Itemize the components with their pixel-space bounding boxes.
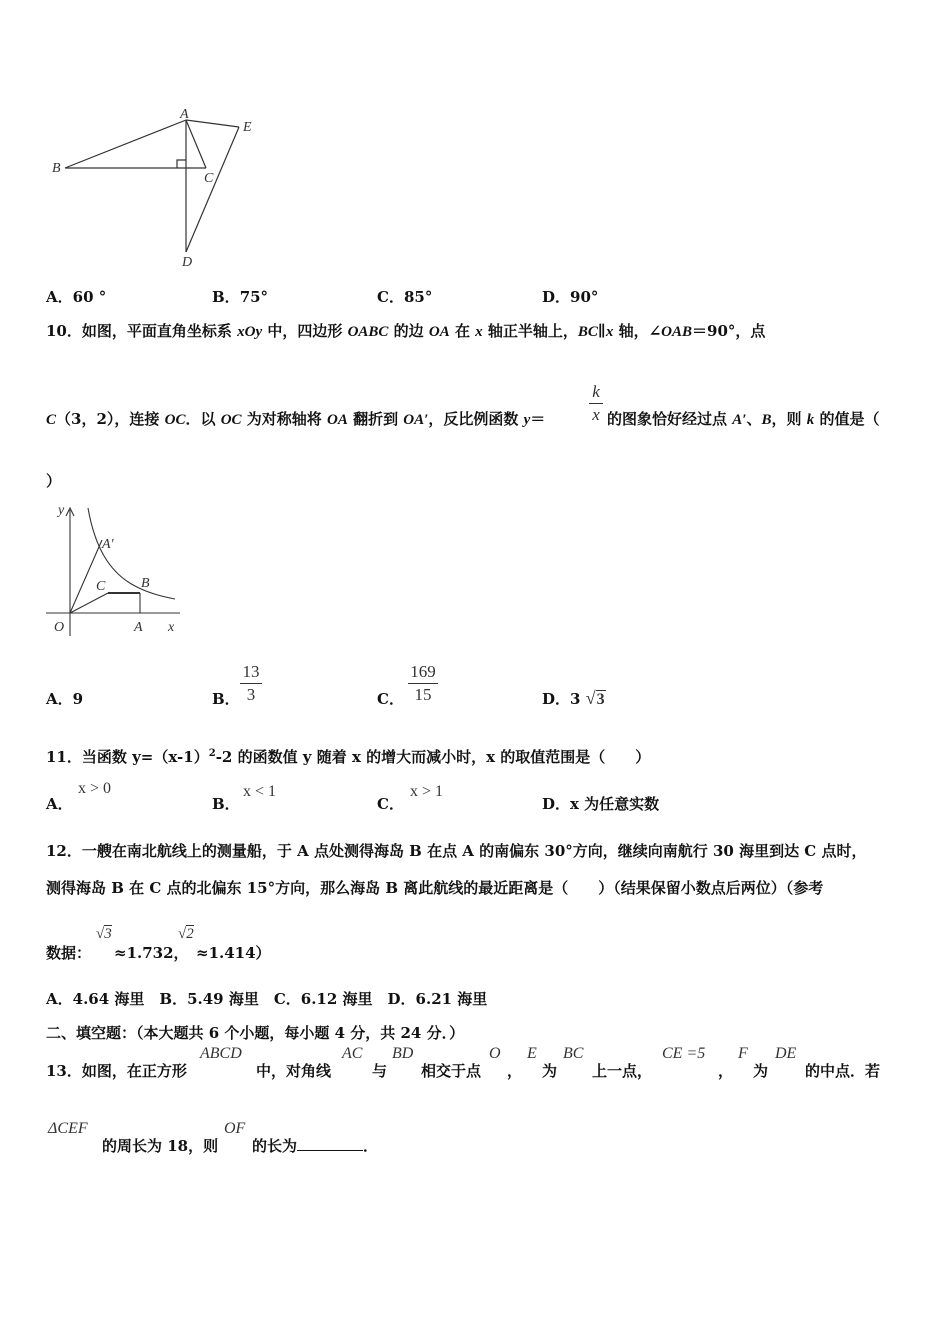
q9-option-b[interactable]: B．75°	[212, 288, 269, 306]
label-c: C	[204, 171, 214, 186]
q10-option-c-fraction[interactable]: 169 15	[408, 662, 438, 705]
q11-option-c-math[interactable]: x > 1	[410, 783, 444, 800]
label-b: B	[52, 161, 61, 176]
q13-seg6: 为	[542, 1062, 558, 1080]
q13-abcd: ABCD	[200, 1045, 242, 1062]
q12-stem-line1: 12．一艘在南北航线上的测量船，于 A 点处测得海岛 B 在点 A 的南偏东 30°方向，继续向南航行 30 海里到达 C 点时，	[46, 842, 867, 860]
sqrt-icon: √	[585, 688, 596, 708]
q9-option-a[interactable]: A．60 °	[46, 288, 107, 306]
q12-sqrt3: √3	[96, 926, 112, 942]
label-o: O	[54, 620, 65, 635]
q12-reference-label: 数据：	[46, 944, 92, 962]
segment-ab	[65, 120, 186, 168]
segment-ed	[186, 127, 239, 252]
q10-stem-line2-pre: C（3，2），连接 OC．以 OC 为对称轴将 OA 翻折到 OA′，反比例函数 y＝	[46, 410, 546, 428]
right-angle-mark	[177, 160, 186, 168]
sqrt-icon: √	[96, 926, 105, 942]
segment-oc	[70, 593, 108, 613]
q11-option-b-letter[interactable]: B．	[212, 795, 240, 813]
q12-approx2: ≈1.414）	[196, 944, 271, 962]
label-x: x	[168, 620, 175, 635]
q13-bc: BC	[563, 1045, 584, 1062]
q9-option-d[interactable]: D．90°	[542, 288, 599, 306]
q10-stem-line2-post: 的图象恰好经过点 A′、B，则 k 的值是（	[607, 410, 880, 428]
q13-of: OF	[224, 1120, 246, 1137]
section-2-heading: 二、填空题：（本大题共 6 个小题，每小题 4 分，共 24 分．）	[46, 1024, 465, 1042]
q13-seg2: 中，对角线	[256, 1062, 332, 1080]
q13-seg10: 的中点．若	[805, 1062, 881, 1080]
label-y: y	[58, 503, 65, 518]
label-b: B	[141, 576, 150, 591]
q13-ac: AC	[342, 1045, 363, 1062]
q13-seg11: 的周长为 18，则	[102, 1137, 219, 1155]
q12-sqrt2: √2	[178, 926, 194, 942]
q13-seg8: ，	[718, 1062, 734, 1080]
q10-stem-line3: ）	[46, 472, 62, 490]
label-a: A	[180, 107, 189, 122]
q11-option-a-letter[interactable]: A．	[46, 795, 73, 813]
q12-approx1: ≈1.732，	[114, 944, 189, 962]
q10-option-c-letter[interactable]: C．	[377, 690, 404, 708]
q10-option-b-fraction[interactable]: 13 3	[240, 662, 262, 705]
q13-e: E	[527, 1045, 537, 1062]
q13-f: F	[738, 1045, 748, 1062]
q13-seg9: 为	[753, 1062, 769, 1080]
q12-options[interactable]: A．4.64 海里 B．5.49 海里 C．6.12 海里 D．6.21 海里	[46, 990, 488, 1008]
q10-stem-line1: 10．如图，平面直角坐标系 xOy 中，四边形 OABC 的边 OA 在 x 轴正半轴上，BC∥x 轴，∠OAB＝90°，点	[46, 322, 766, 340]
segment-ae	[186, 120, 239, 127]
q9-option-c[interactable]: C．85°	[377, 288, 433, 306]
q11-option-c-letter[interactable]: C．	[377, 795, 404, 813]
q10-option-a[interactable]: A．9	[46, 690, 84, 708]
q13-cef: ΔCEF	[48, 1120, 88, 1137]
q10-option-d[interactable]: D．3 √3	[542, 688, 605, 708]
label-d: D	[182, 255, 193, 270]
label-a: A	[134, 620, 143, 635]
q13-de: DE	[775, 1045, 797, 1062]
q13-answer-line: 的长为 ．	[252, 1137, 379, 1155]
q13-o: O	[489, 1045, 501, 1062]
label-aprime: A′	[102, 537, 114, 552]
sqrt-icon: √	[178, 926, 187, 942]
q12-stem-line2: 测得海岛 B 在 C 点的北偏东 15°方向，那么海岛 B 离此航线的最近距离是（ ）（结果保留小数点后两位）（参考	[46, 879, 824, 897]
q13-seg3: 与	[372, 1062, 388, 1080]
q10-figure	[40, 498, 190, 640]
q11-stem: 11．当函数 $y=(x-1)^2-2$ 的函数值 y 随着 x 的增大而减小时，x 的取值范围是（ ）	[46, 748, 651, 766]
q11-option-a-math[interactable]: x > 0	[78, 780, 112, 797]
q9-figure	[40, 100, 270, 275]
q13-bd: BD	[392, 1045, 414, 1062]
q13-answer-blank[interactable]	[297, 1136, 363, 1151]
q10-function-fraction: k x	[589, 382, 603, 425]
q13-seg7: 上一点，	[592, 1062, 653, 1080]
q13-seg4: 相交于点	[421, 1062, 482, 1080]
q11-option-d[interactable]: D．x 为任意实数	[542, 795, 660, 813]
segment-oaprime	[70, 540, 102, 613]
segment-ac	[186, 120, 206, 168]
q13-seg5: ，	[507, 1062, 523, 1080]
q13-ce: CE =5	[662, 1045, 706, 1062]
q10-option-b-letter[interactable]: B．	[212, 690, 240, 708]
q13-seg1: 13．如图，在正方形	[46, 1062, 187, 1080]
label-e: E	[243, 120, 252, 135]
q11-option-b-math[interactable]: x < 1	[243, 783, 277, 800]
label-c: C	[96, 579, 106, 594]
